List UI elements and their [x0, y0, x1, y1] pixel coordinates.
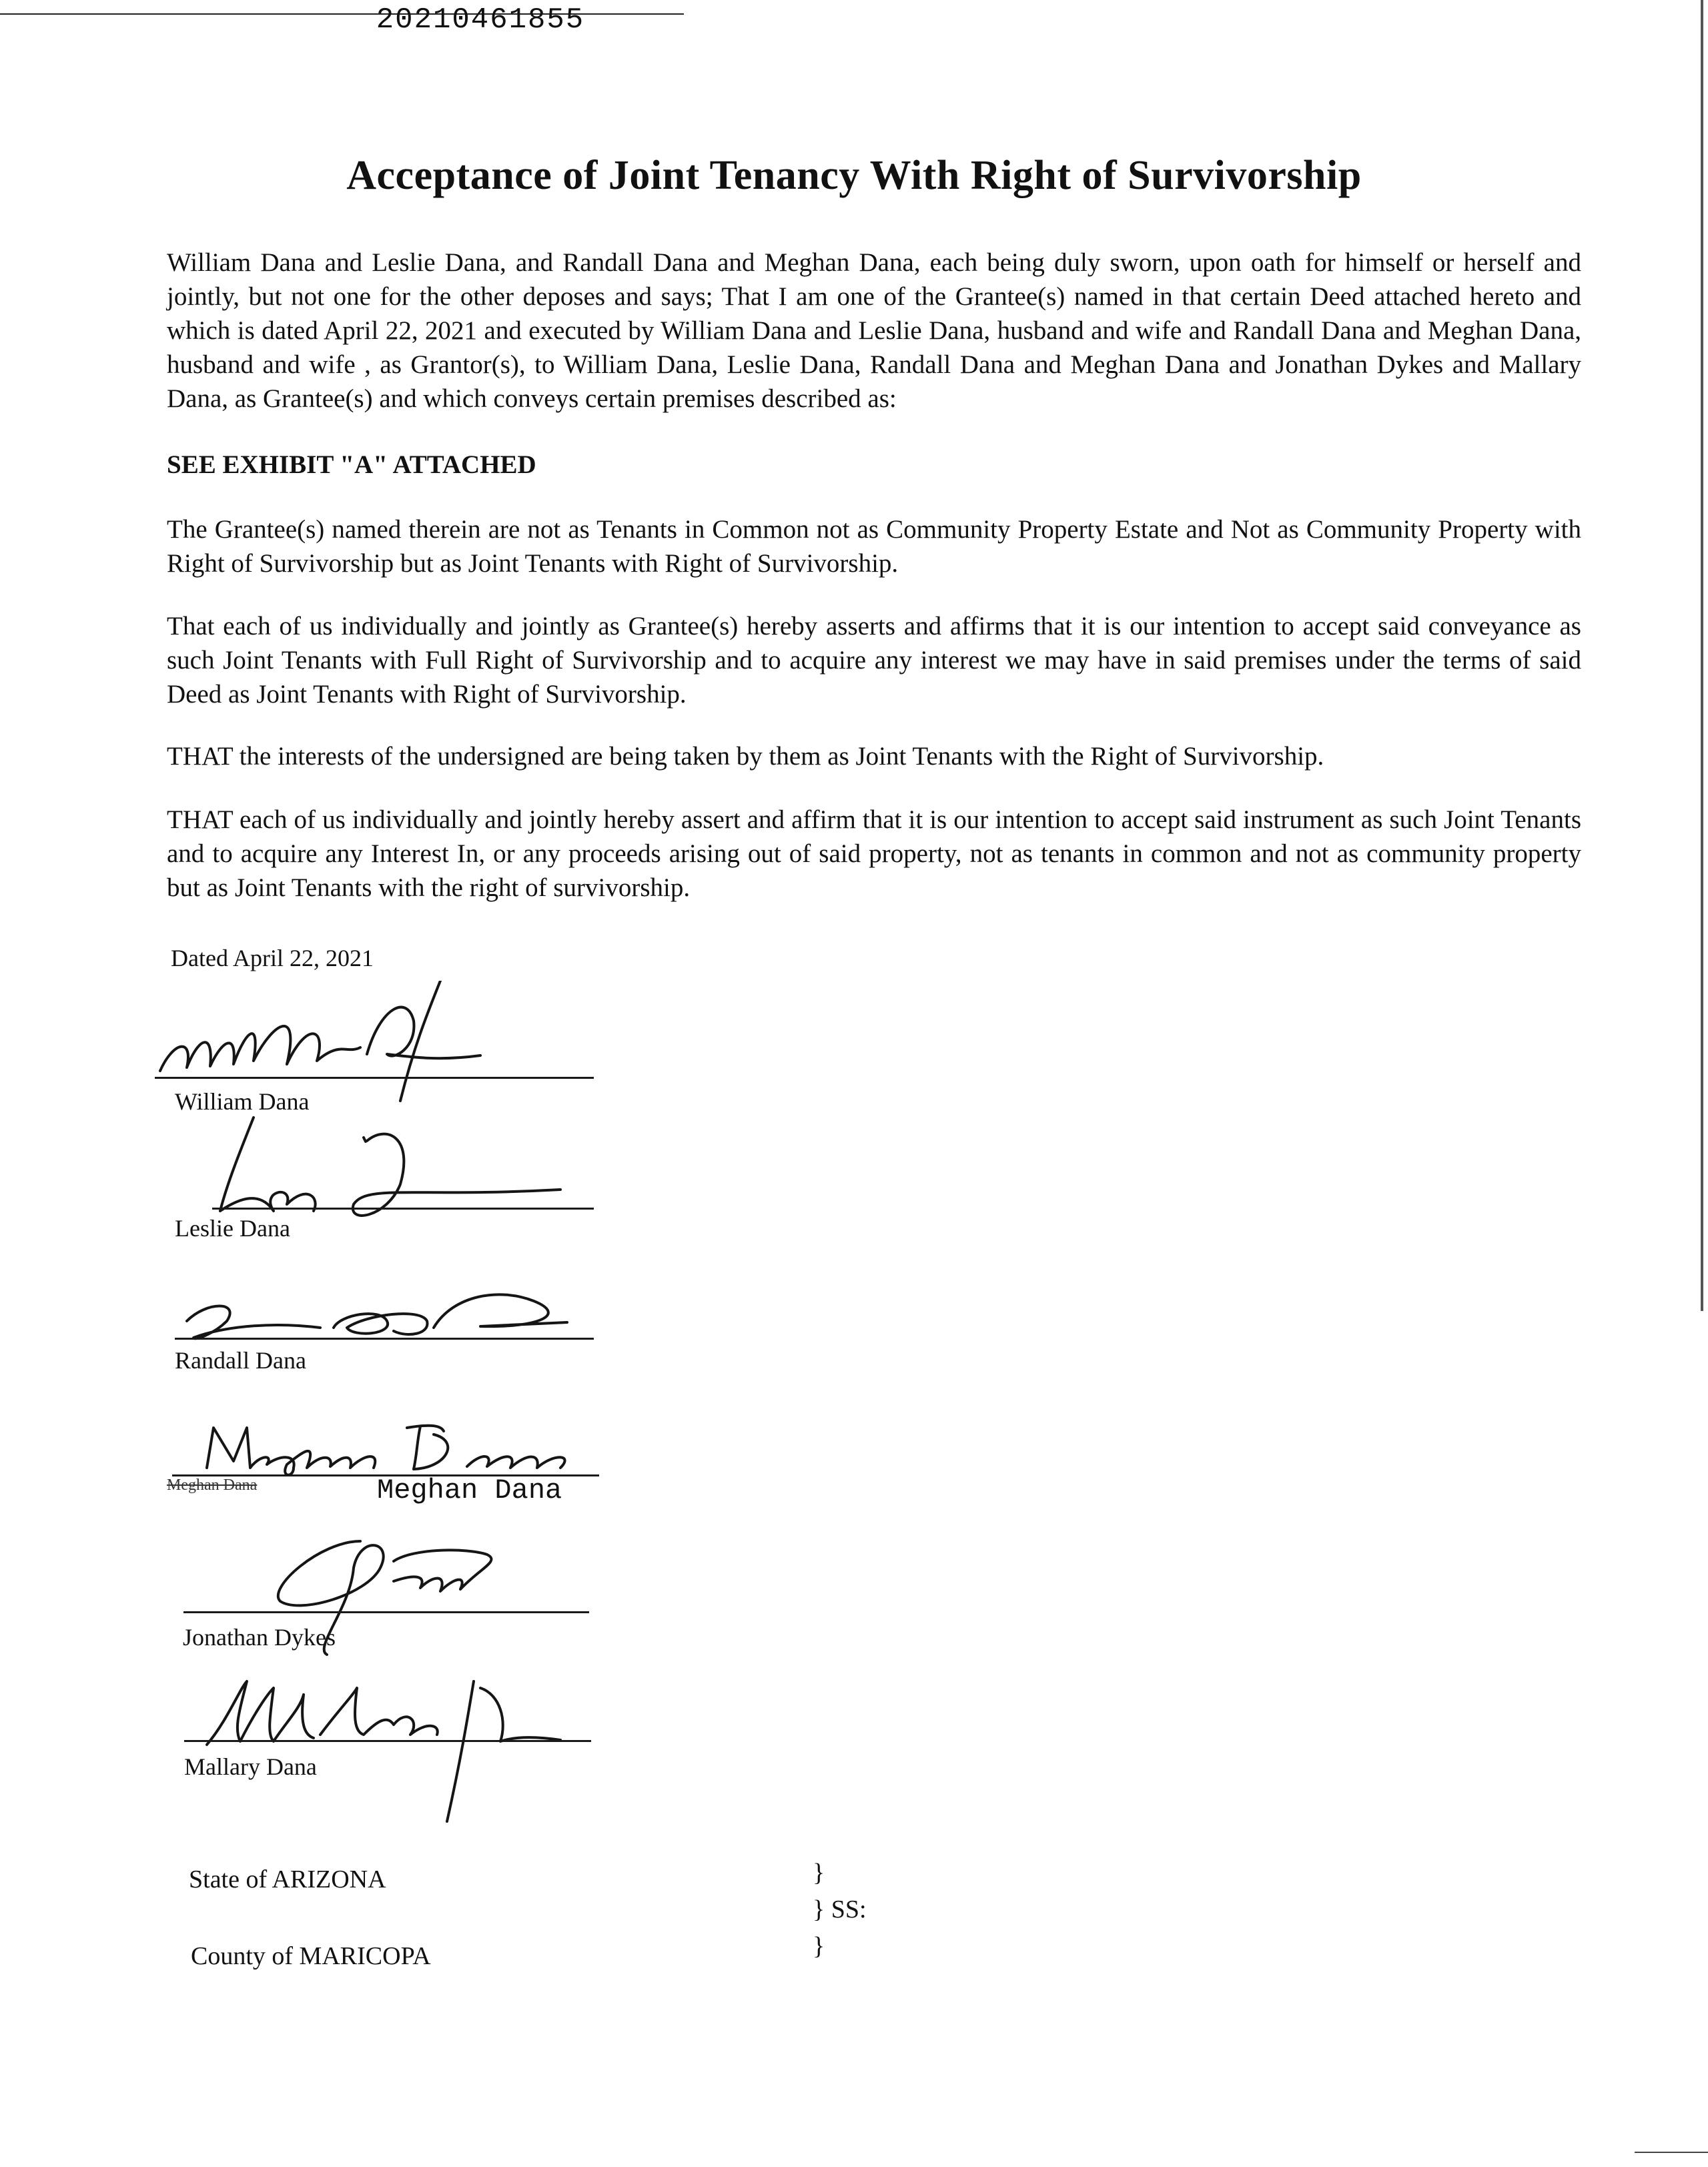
- signature-randall-dana: [167, 1281, 594, 1354]
- signature-name-meghan-typed: Meghan Dana: [377, 1474, 562, 1506]
- signature-meghan-dana: [187, 1414, 600, 1481]
- signature-line-william: [155, 1077, 594, 1079]
- signature-mallary-dana: [187, 1668, 574, 1828]
- document-title: Acceptance of Joint Tenancy With Right of Survivorship: [346, 153, 1362, 198]
- signature-name-jonathan: Jonathan Dykes: [183, 1624, 336, 1651]
- signature-name-randall: Randall Dana: [175, 1347, 306, 1374]
- venue-brace-ss: } SS:: [813, 1895, 867, 1923]
- signature-line-mallary: [184, 1740, 591, 1742]
- recording-number: 20210461855: [376, 3, 585, 37]
- paragraph-tenancy-type: The Grantee(s) named therein are not as Tenants in Common not as Community Property Estate and Not as Community Property with Right of Survivorship but as Joint Tenants with Right of Survivorship.: [167, 515, 1581, 578]
- dated-line: Dated April 22, 2021: [171, 945, 374, 971]
- signature-line-jonathan: [183, 1611, 589, 1613]
- signature-name-leslie: Leslie Dana: [175, 1215, 290, 1242]
- signature-line-leslie: [212, 1208, 594, 1210]
- paragraph-affiant: William Dana and Leslie Dana, and Randall Dana and Meghan Dana, each being duly sworn, upon oath for himself or herself and jointly, but not one for the other deposes and says; That I am one of the Grantee(s) named in that certain Deed attached hereto and which is dated April 22, 2021 and executed by William Dana and Leslie Dana, husband and wife and Randall Dana and Meghan Dana, husband and wife , as Grantor(s), to William Dana, Leslie Dana, Randall Dana and Meghan Dana and Jonathan Dykes and Mallary Dana, as Grantee(s) and which conveys certain premises described as:: [167, 248, 1581, 413]
- exhibit-reference: SEE EXHIBIT "A" ATTACHED: [167, 450, 536, 479]
- bottom-corner-rule: [1635, 2152, 1708, 2153]
- venue-state: State of ARIZONA: [189, 1865, 386, 1893]
- signature-name-mallary: Mallary Dana: [184, 1753, 317, 1780]
- signature-line-randall: [175, 1338, 594, 1340]
- signature-name-william: William Dana: [175, 1088, 310, 1115]
- venue-brace-bottom: }: [813, 1932, 825, 1960]
- paragraph-intention: That each of us individually and jointly as Grantee(s) hereby asserts and affirms that it is our intention to accept said conveyance as such Joint Tenants with Full Right of Survivorship and to acquire any interest we may have in said premises under the terms of said Deed as Joint Tenants with Right of Survivorship.: [167, 612, 1581, 709]
- paragraph-affirmation: THAT each of us individually and jointly hereby assert and affirm that it is our intention to accept said instrument as such Joint Tenants and to acquire any Interest In, or any proceeds arising out of said property, not as tenants in common and not as community property but as Joint Tenants with the right of survivorship.: [167, 805, 1581, 902]
- signature-name-meghan-struck: Meghan Dana: [167, 1476, 258, 1494]
- venue-brace-top: }: [813, 1859, 825, 1887]
- paragraph-interests: THAT the interests of the undersigned are being taken by them as Joint Tenants with the Right of Survivorship.: [167, 742, 1324, 771]
- venue-county: County of MARICOPA: [191, 1942, 431, 1970]
